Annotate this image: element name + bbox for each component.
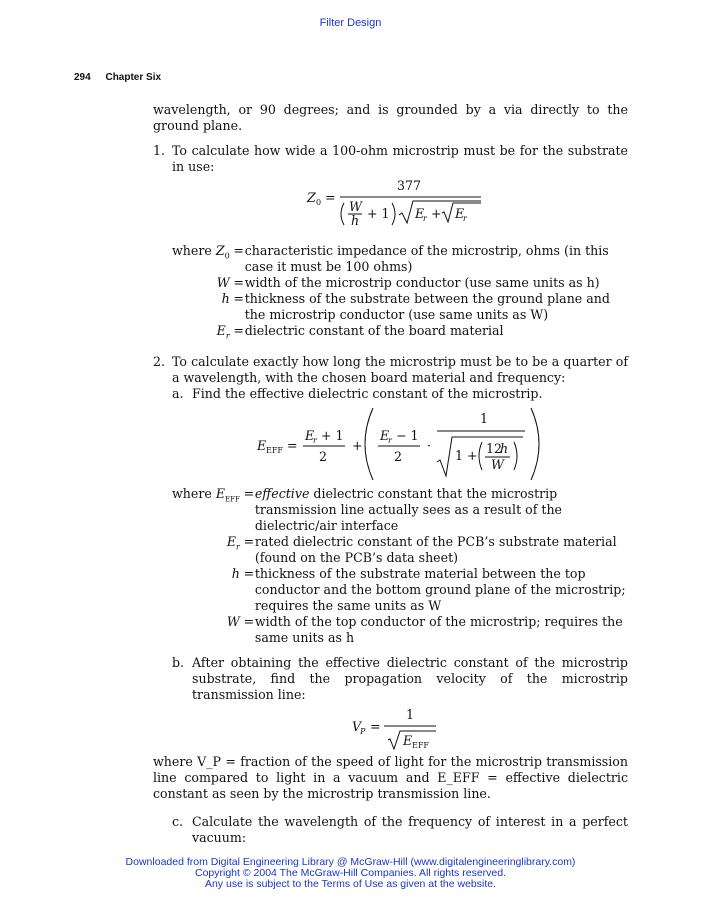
svg-text:E: E: [403, 732, 413, 748]
vp-explanation: [153, 741, 628, 859]
svg-text:+: +: [352, 437, 363, 453]
svg-text:+ 1: + 1: [321, 427, 344, 443]
page-header: [74, 72, 161, 83]
step-2-number: 2.: [153, 353, 166, 369]
svg-text:=: =: [325, 190, 336, 205]
svg-text:+ 1: + 1: [367, 206, 390, 221]
step-2b: [172, 655, 628, 703]
eeff-formula: [255, 404, 545, 482]
svg-text:r: r: [388, 435, 392, 445]
equation-z0: [172, 179, 628, 239]
page-body: [153, 102, 628, 759]
step-2c: [172, 814, 628, 846]
def-row: W = width of the top conductor of the microstrip; requires the same units as h: [226, 613, 623, 645]
def-row: $E_r$ = rated dielectric constant of the PCB’s substrate material (found on the PCB’s data sheet): [226, 533, 617, 565]
z0-lhs: Z: [307, 190, 316, 205]
vp-explanation-text: where V_P = fraction of the speed of light for the microstrip transmission line compared to light in a vacuum and E_EFF = effective dielectric constant as seen by the microstrip transmission line.: [153, 753, 628, 801]
svg-text:E: E: [305, 427, 315, 443]
step-2a-definitions: [172, 486, 628, 646]
vp-numerator: 1: [405, 706, 415, 722]
svg-text:W: W: [349, 199, 362, 214]
svg-text:12: 12: [486, 440, 503, 456]
def-row: where $Z_0$ = characteristic impedance of the microstrip, ohms (in this case it must be 100 ohms): [172, 243, 609, 274]
chapter-title: Chapter Six: [105, 72, 162, 83]
step-1-number: 1.: [153, 143, 166, 158]
page-number: 294: [74, 72, 91, 83]
def-row: $E_r$ = dielectric constant of the board material: [216, 323, 504, 341]
def-row: W = width of the microstrip conductor (use same units as h): [216, 275, 600, 290]
svg-text:2: 2: [319, 448, 328, 464]
svg-text:h: h: [351, 213, 360, 228]
svg-text:h: h: [500, 440, 509, 456]
svg-text:+: +: [431, 206, 442, 221]
def-row: h = thickness of the substrate material between the top conductor and the bottom ground plane of the microstrip; requires the same units as W: [231, 565, 626, 613]
svg-text:=: =: [287, 437, 298, 453]
equation-eeff: [172, 404, 628, 486]
step-2c-label: c.: [172, 814, 184, 830]
footer-terms-link[interactable]: Any use is subject to the Terms of Use as given at the website.: [204, 878, 497, 890]
svg-text:=: =: [370, 718, 381, 734]
vp-lhs-sub: P: [360, 726, 366, 736]
def-row: where $E_{EFF}$ = effective dielectric constant that the microstrip transmission line actually sees as a result of the dielectric/air interface: [172, 485, 563, 533]
svg-text:E: E: [455, 206, 465, 221]
svg-text:E: E: [380, 427, 390, 443]
svg-text:1 +: 1 +: [455, 447, 478, 463]
footer-copyright: Copyright © 2004 The McGraw-Hill Companies. All rights reserved.: [195, 867, 506, 879]
footer-download-link[interactable]: Downloaded from Digital Engineering Library @ McGraw-Hill (www.digitalengineeringlibrary.com): [125, 856, 576, 868]
top-link-filter-design[interactable]: Filter Design: [319, 17, 382, 29]
step-2b-text: After obtaining the effective dielectric constant of the microstrip substrate, find the propagation velocity of the microstrip transmission line:: [192, 654, 628, 702]
svg-text:r: r: [423, 214, 427, 223]
step-1-definitions: [172, 243, 628, 345]
svg-text:E: E: [415, 206, 425, 221]
step-2a-text: Find the effective dielectric constant of the microstrip.: [192, 385, 543, 401]
step-2-text: To calculate exactly how long the microstrip must be to be a quarter of a wavelength, with the chosen board material and frequency:: [172, 353, 628, 385]
step-2b-label: b.: [172, 654, 185, 670]
step-2: [153, 354, 628, 755]
intro-paragraph: wavelength, or 90 degrees; and is grounded by a via directly to the ground plane.: [153, 102, 628, 133]
z0-lhs-sub: 0: [316, 198, 322, 207]
svg-text:W: W: [491, 456, 504, 472]
z0-formula: [305, 179, 495, 235]
step-1: [153, 143, 628, 345]
svg-text:2: 2: [394, 448, 403, 464]
svg-text:·: ·: [427, 437, 432, 453]
step-1-text: To calculate how wide a 100-ohm microstrip must be for the substrate in use:: [172, 143, 628, 174]
step-2c-text: Calculate the wavelength of the frequency of interest in a perfect vacuum:: [192, 814, 628, 846]
step-2a: [172, 386, 628, 402]
svg-text:1: 1: [480, 410, 489, 426]
svg-text:EFF: EFF: [412, 740, 429, 750]
svg-text:r: r: [313, 435, 317, 445]
eeff-lhs: E: [257, 437, 267, 453]
footer: [0, 857, 701, 890]
svg-text:− 1: − 1: [396, 427, 419, 443]
eeff-lhs-sub: EFF: [266, 445, 283, 455]
def-row: h = thickness of the substrate between the ground plane and the microstrip conductor (use same units as W): [221, 291, 610, 322]
z0-numerator: 377: [396, 178, 422, 193]
vp-lhs: V: [352, 718, 362, 734]
svg-text:r: r: [463, 214, 467, 223]
step-2a-label: a.: [172, 385, 184, 401]
